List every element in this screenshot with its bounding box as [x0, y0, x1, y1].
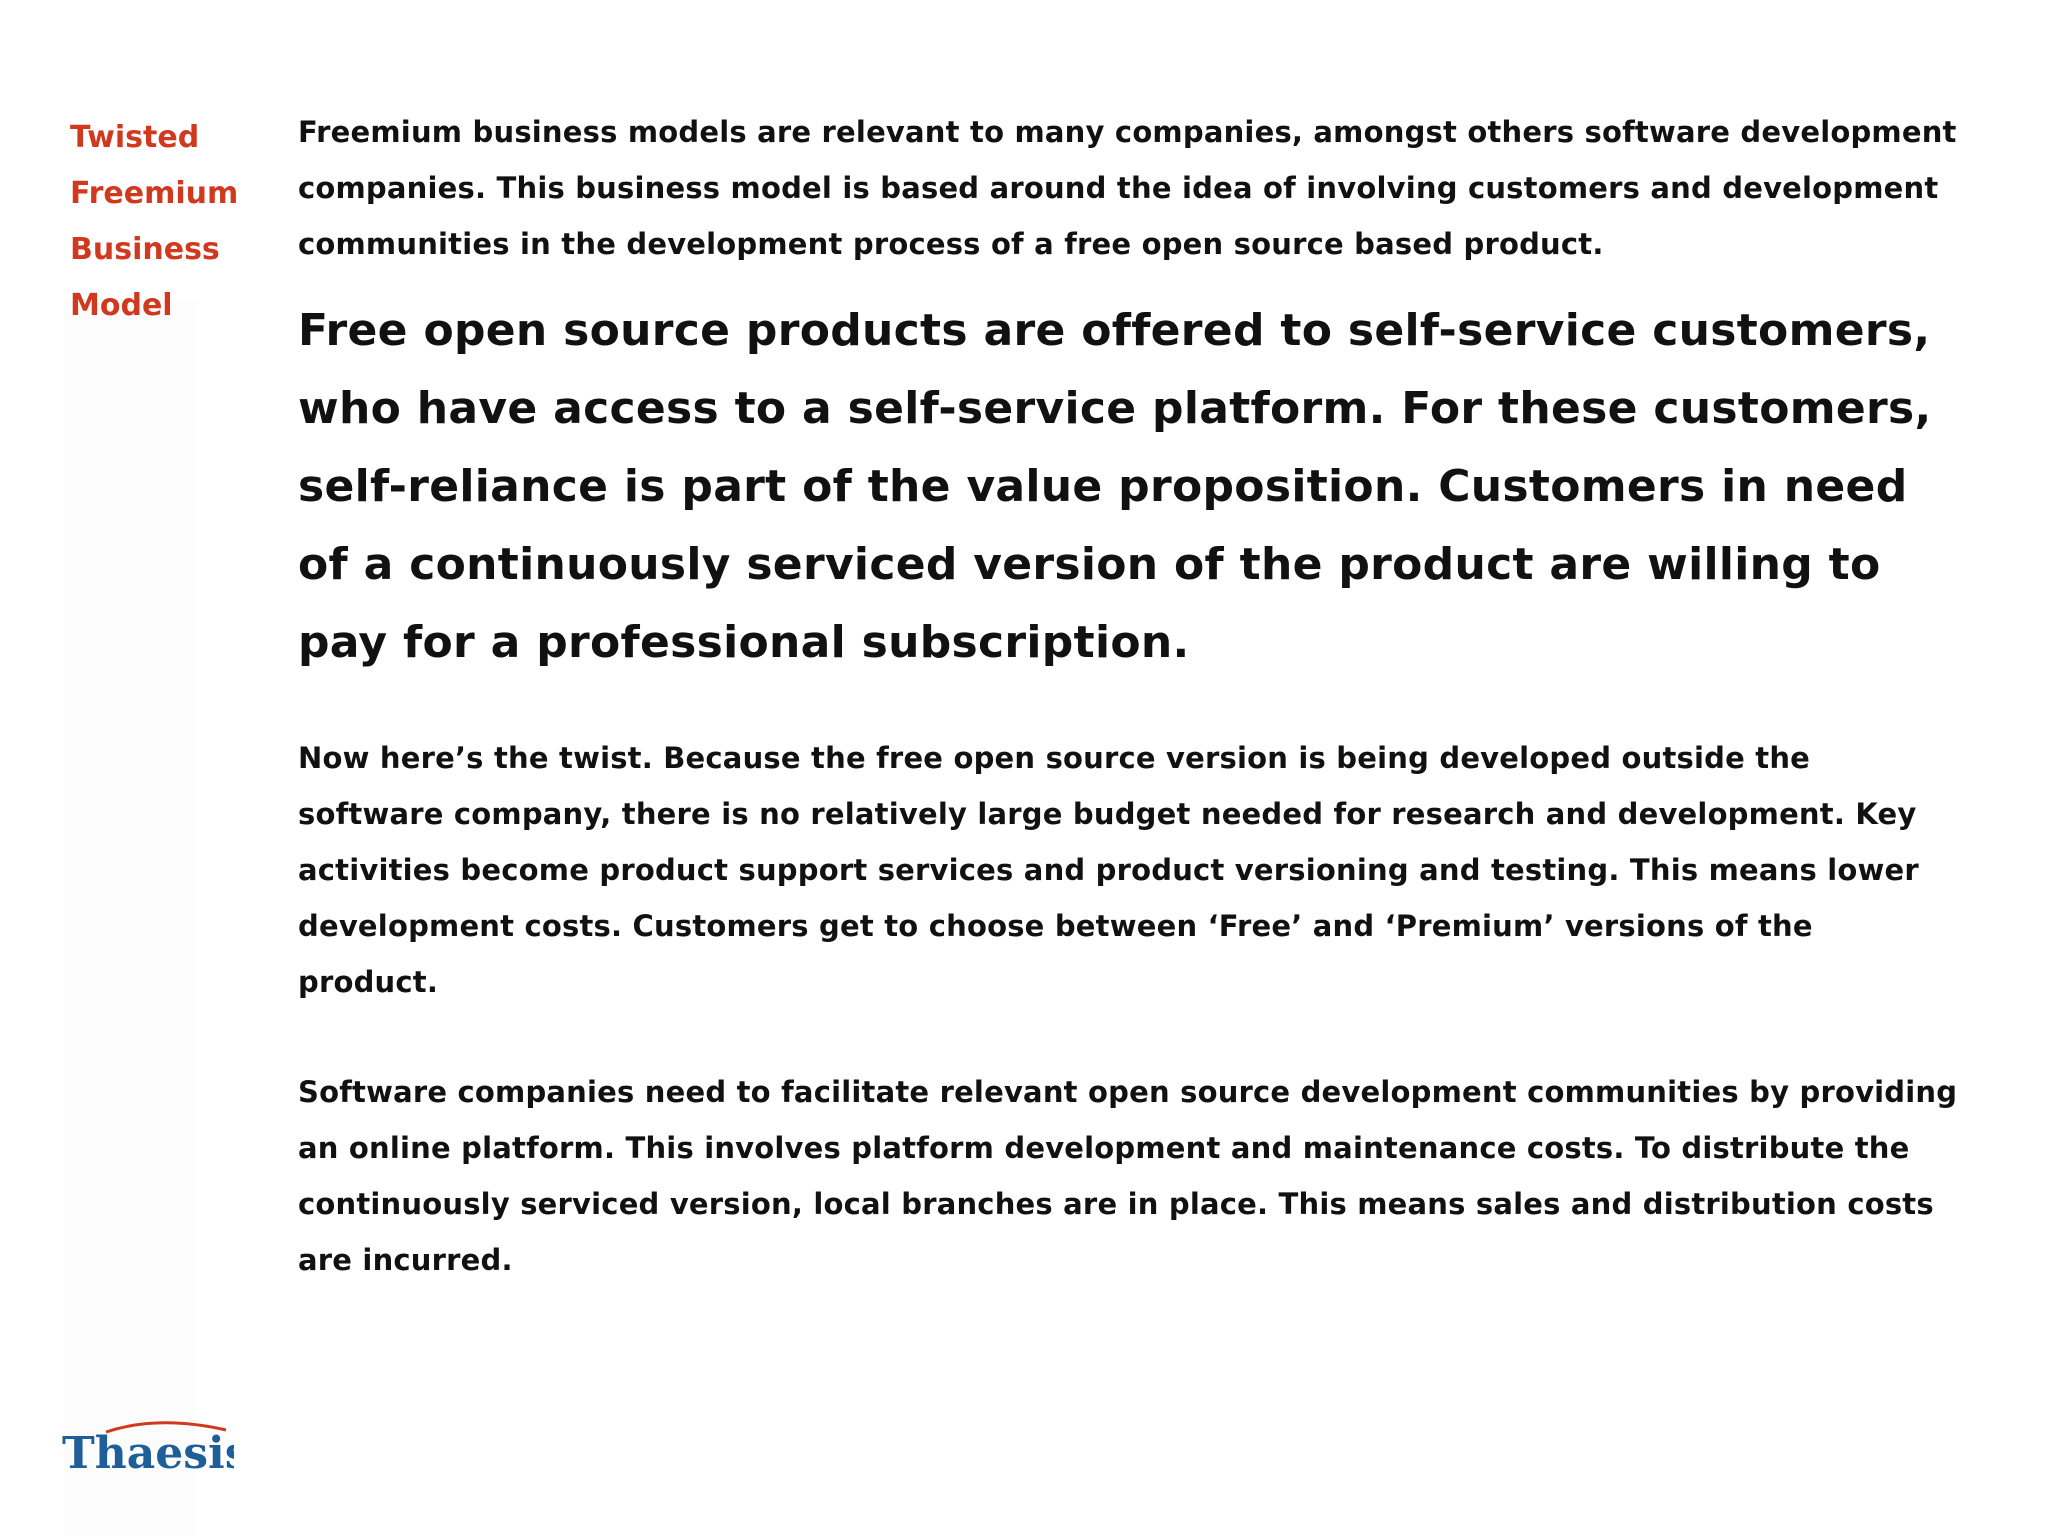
section-title-line-1: Twisted: [70, 120, 200, 155]
section-title-line-2: Freemium: [70, 176, 239, 211]
main-content: [298, 104, 1958, 1288]
section-title-line-4: Model: [70, 288, 173, 323]
thaesis-logo-graphic: [62, 1418, 234, 1474]
intro-paragraph: Freemium business models are relevant to many companies, amongst others software development companies. This business model is based around the idea of involving customers and development communities in the development process of a free open source based product.: [298, 115, 1957, 261]
section-title-line-3: Business: [70, 232, 220, 267]
twist-paragraph: Now here’s the twist. Because the free open source version is being developed outside the software company, there is no relatively large budget needed for research and development. Key activities become product support services and product versioning and testing. This means lower development costs. Customers get to choose between ‘Free’ and ‘Premium’ versions of the product.: [298, 741, 1919, 999]
sidebar-background: [64, 300, 196, 1536]
section-title: [70, 110, 260, 334]
platform-paragraph: Software companies need to facilitate relevant open source development communities by providing an online platform. This involves platform development and maintenance costs. To distribute the continuously serviced version, local branches are in place. This means sales and distribution costs are incurred.: [298, 1075, 1958, 1277]
lead-paragraph: Free open source products are offered to self-service customers, who have access to a self-service platform. For these customers, self-reliance is part of the value proposition. Customers in need of a continuously serviced version of the product are willing to pay for a professional subscription.: [298, 305, 1932, 668]
thaesis-logo: [62, 1418, 234, 1474]
logo-wordmark: Thaesis: [62, 1428, 234, 1474]
